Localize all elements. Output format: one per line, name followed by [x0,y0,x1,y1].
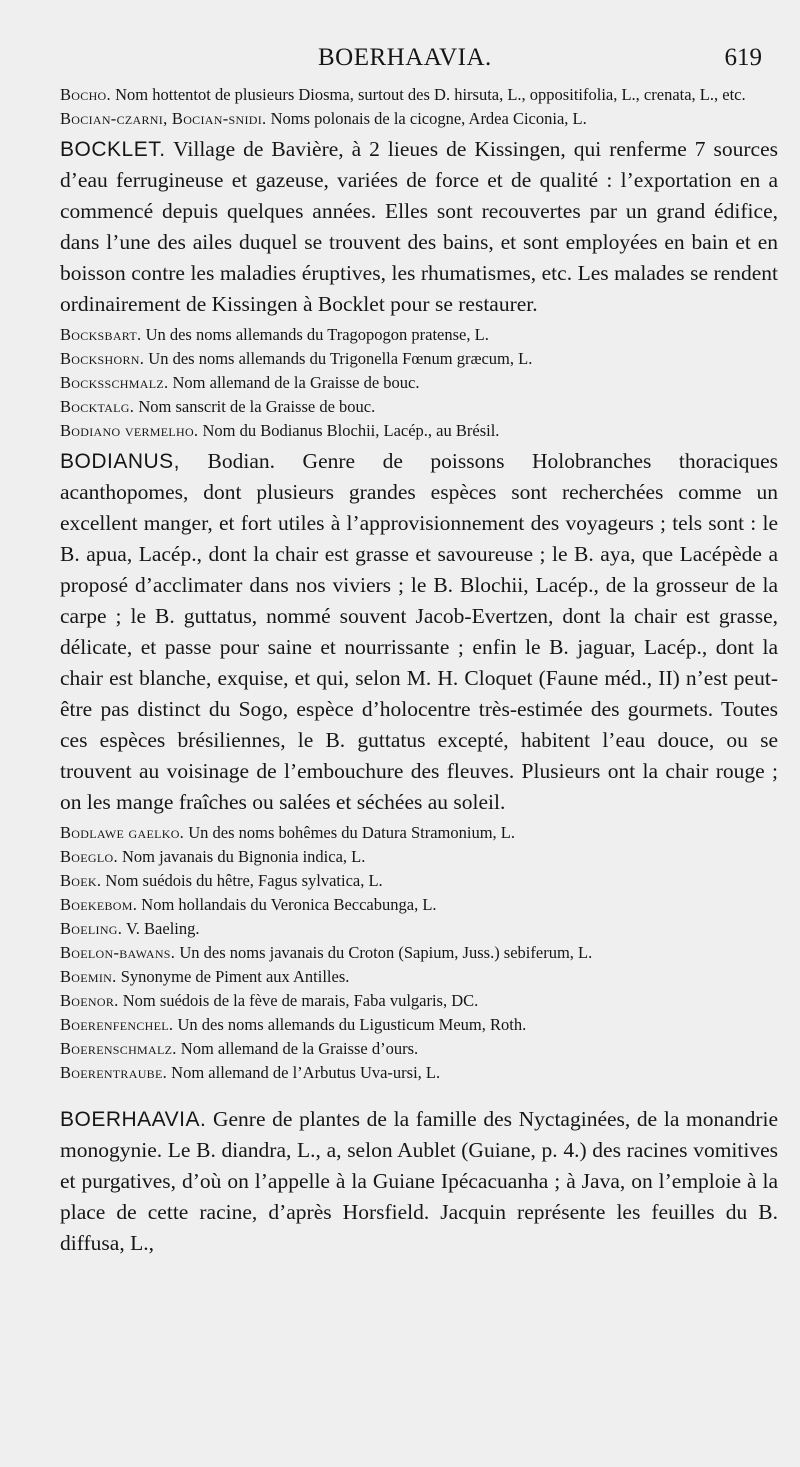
entry-headword: Bocian-czarni, Bocian-snidi. [60,109,267,128]
entry-text: V. Baeling. [122,919,200,938]
page-number: 619 [724,44,762,71]
entry-text: Bodian. Genre de poissons Holobranches thoraciques acanthopomes, dont plusieurs grandes espèces sont recherchées comme un excellent manger, et fort utiles à l’approvisionnement des voyageurs ; tels sont : le B. apua, Lacép., dont la chair est grasse et savoureuse ; le B. aya, que Lacépède a proposé d’acclimater dans nos viviers ; le B. Blochii, Lacép., de la grosseur de la carpe ; le B. guttatus, nommé souvent Jacob-Evertzen, dont la chair est grasse, délicate, et passe pour saine et nourrissante ; enfin le B. jaguar, Lacép., dont la chair est blanche, exquise, et qui, selon M. H. Cloquet (Faune méd., II) n’est peut-être pas distinct du Sogo, espèce d’holocentre très-estimée des gourmets. Toutes ces espèces brésiliennes, le B. guttatus excepté, habitent l’eau douce, ou se trouvent au voisinage de l’embouchure des fleuves. Plusieurs ont la chair rouge ; on les mange fraîches ou salées et séchées au soleil. [60,449,778,814]
entry-boeling [60,918,778,940]
entry-boerentraube [60,1062,778,1084]
entry-text: Nom allemand de l’Arbutus Uva-ursi, L. [167,1063,441,1082]
entry-headword: BOCKLET. [60,138,166,161]
entry-text: Genre de plantes de la famille des Nyctaginées, de la monandrie monogynie. Le B. diandra, L., a, selon Aublet (Guiane, p. 4.) des racines vomitives et purgatives, d’où on l’appelle à la Guiane Ipécacuanha ; à Java, on l’emploie à la place de cette racine, d’après Horsfield. Jacquin représente les feuilles du B. diffusa, L., [60,1107,778,1255]
entry-text: Un des noms allemands du Ligusticum Meum, Roth. [173,1015,527,1034]
entry-boerenfenchel [60,1014,778,1036]
running-head [0,44,800,80]
entry-text: Nom suédois de la fève de marais, Faba vulgaris, DC. [118,991,479,1010]
entry-boemin [60,966,778,988]
entry-headword: Boekebom. [60,895,138,914]
entry-boelon [60,942,778,964]
entry-headword: Boerenfenchel. [60,1015,174,1034]
entry-boeglo [60,846,778,868]
entry-headword: Boemin. [60,967,117,986]
entry-headword: Bockshorn. [60,349,145,368]
entry-bockshorn [60,348,778,370]
entry-text: Nom allemand de la Graisse d’ours. [176,1039,419,1058]
section-gap [60,1086,778,1100]
entry-headword: Bocksschmalz. [60,373,169,392]
entry-text: Un des noms allemands du Tragopogon pratense, L. [141,325,489,344]
entry-headword: Boerentraube. [60,1063,168,1082]
entry-headword: Bocho. [60,85,111,104]
entry-bocian [60,108,778,130]
entry-headword: Bocktalg. [60,397,135,416]
entry-headword: Boek. [60,871,102,890]
entry-bocktalg [60,396,778,418]
entry-bocksbart [60,324,778,346]
entry-boekebom [60,894,778,916]
entry-headword: Boenor. [60,991,119,1010]
entry-text: Village de Bavière, à 2 lieues de Kissingen, qui renferme 7 sources d’eau ferrugineuse et gazeuse, variées de force et de qualité : l’exportation en a commencé depuis quelques années. Elles sont recouvertes par un grand édifice, dans l’une des ailes duquel se trouvent des bains, et sont employées en bain et en boisson contre les maladies éruptives, les rhumatismes, etc. Les malades se rendent ordinairement de Kissingen à Bocklet pour se restaurer. [60,137,778,316]
entry-headword: BODIANUS, [60,450,181,473]
entry-boerenschmalz [60,1038,778,1060]
entry-boenor [60,990,778,1012]
entry-headword: Boeling. [60,919,123,938]
entry-headword: Bodlawe gaelko. [60,823,185,842]
entry-text: Synonyme de Piment aux Antilles. [116,967,350,986]
entry-text: Nom du Bodianus Blochii, Lacép., au Brésil. [198,421,500,440]
entry-headword: Boeglo. [60,847,118,866]
entry-headword: BOERHAAVIA. [60,1108,207,1131]
entry-text: Nom sanscrit de la Graisse de bouc. [134,397,376,416]
entry-headword: Bocksbart. [60,325,142,344]
entry-headword: Boerenschmalz. [60,1039,177,1058]
page-body [60,84,778,1263]
entry-text: Noms polonais de la cicogne, Ardea Ciconia, L. [266,109,587,128]
entry-bocklet [60,134,778,320]
entry-text: Nom hollandais du Veronica Beccabunga, L. [137,895,437,914]
entry-headword: Boelon-bawans. [60,943,176,962]
entry-headword: Bodiano vermelho. [60,421,199,440]
entry-text: Nom javanais du Bignonia indica, L. [117,847,366,866]
entry-bodiano [60,420,778,442]
entry-text: Nom hottentot de plusieurs Diosma, surtout des D. hirsuta, L., oppositifolia, L., crenata, L., etc. [110,85,746,104]
entry-bodianus [60,446,778,818]
entry-text: Nom allemand de la Graisse de bouc. [168,373,420,392]
entry-bodlawe [60,822,778,844]
entry-text: Nom suédois du hêtre, Fagus sylvatica, L. [101,871,383,890]
entry-bocho [60,84,778,106]
entry-text: Un des noms javanais du Croton (Sapium, Juss.) sebiferum, L. [175,943,593,962]
running-head-title: BOERHAAVIA. [318,44,492,71]
entry-bocksschmalz [60,372,778,394]
entry-text: Un des noms allemands du Trigonella Fœnum græcum, L. [144,349,533,368]
entry-boerhaavia [60,1104,778,1259]
entry-boek [60,870,778,892]
entry-text: Un des noms bohêmes du Datura Stramonium, L. [184,823,515,842]
